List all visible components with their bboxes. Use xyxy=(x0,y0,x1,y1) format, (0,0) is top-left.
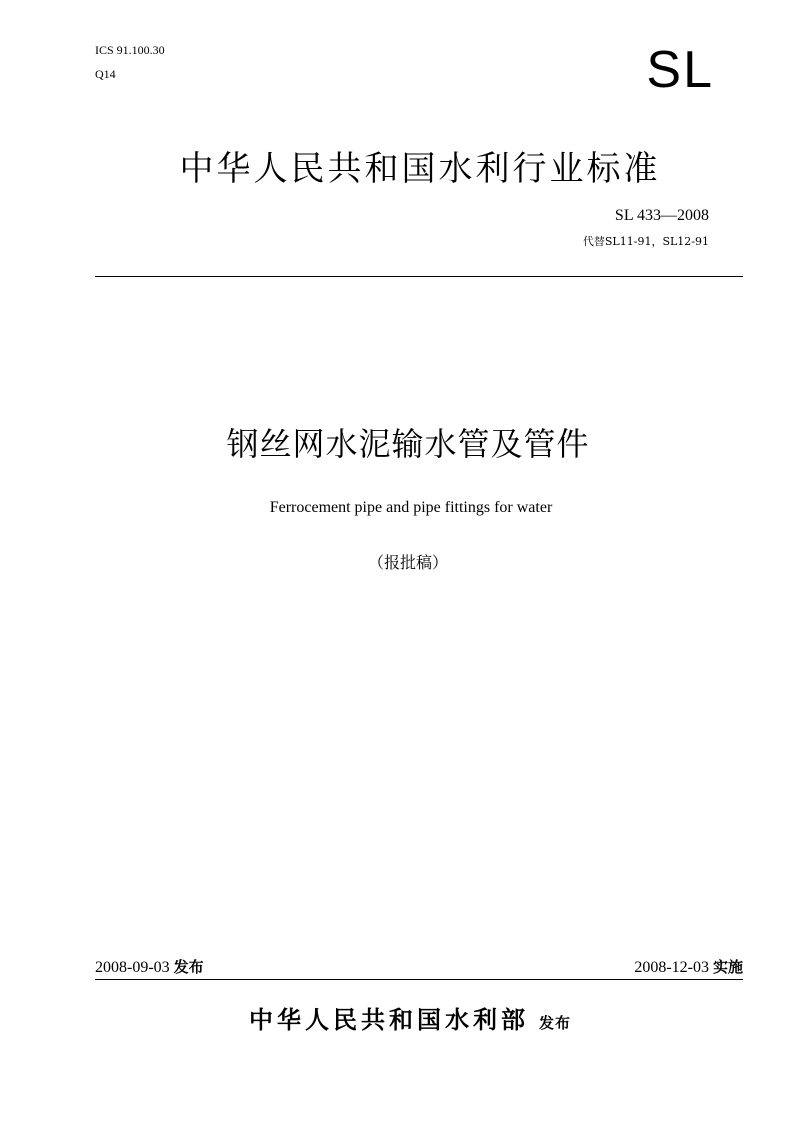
issue-date-line xyxy=(95,956,204,979)
standard-category-title: 中华人民共和国水利行业标准 xyxy=(179,149,661,189)
issue-date: 2008-09-03 xyxy=(95,959,170,976)
replaces-note: 代替SL11-91，SL12-91 xyxy=(582,235,709,248)
document-title-chinese: 钢丝网水泥输水管及管件 xyxy=(226,425,590,463)
standard-logo: SL xyxy=(646,41,714,99)
publisher-action: 发布 xyxy=(538,1014,571,1032)
ics-code: ICS 91.100.30 xyxy=(95,43,165,57)
bottom-divider xyxy=(95,979,743,980)
document-title-english: Ferrocement pipe and pipe fittings for water xyxy=(269,499,553,516)
publisher-line xyxy=(0,1002,800,1041)
implementation-date: 2008-12-03 xyxy=(634,959,709,976)
implementation-label: 实施 xyxy=(712,958,743,976)
implementation-date-line xyxy=(634,956,743,979)
draft-status: （报批稿） xyxy=(367,553,448,572)
issue-label: 发布 xyxy=(173,958,204,976)
ccs-code: Q14 xyxy=(95,67,116,81)
standard-number: SL 433—2008 xyxy=(614,207,709,224)
publisher-name: 中华人民共和国水利部 xyxy=(248,1005,529,1034)
top-divider xyxy=(95,276,743,277)
